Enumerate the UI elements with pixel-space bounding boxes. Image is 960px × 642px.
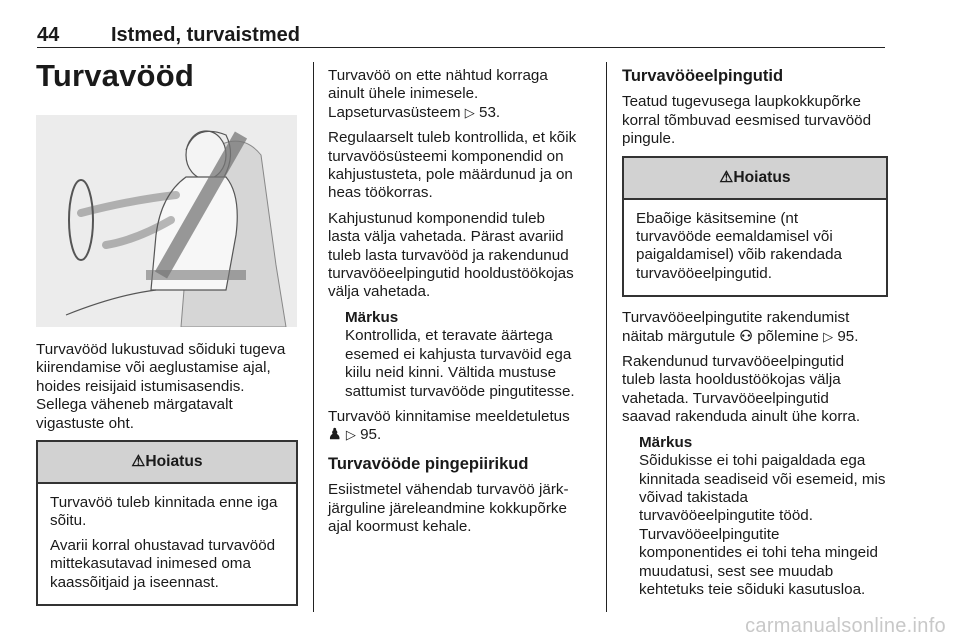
note-title: Märkus (639, 433, 693, 451)
paragraph: Kahjustunud komponendid tuleb lasta välja vahetada. Pärast avariid tuleb lasta turvavööd ja rakendunud turvavööeelpingutid hooldustöökojas välja vahetada. (328, 209, 574, 301)
reminder-text: Turvavöö kinnitamise meeldetuletus (328, 407, 570, 425)
subheading: Turvavööeelpingutid (622, 67, 784, 85)
warning-box (36, 440, 298, 606)
column-middle (328, 67, 600, 543)
seatbelt-illustration (36, 115, 297, 327)
column-divider (606, 62, 607, 612)
driver-seatbelt-drawing (36, 115, 297, 327)
paragraph: Esiistmetel vähendab turvavöö järk- järguline järeleandmine kokkupõrke ajal koormust kehale. (328, 481, 569, 535)
warning-header (38, 442, 296, 484)
warning-body (38, 484, 296, 604)
page-header (37, 9, 885, 48)
watermark: carmanualsonline.info (745, 615, 946, 637)
column-right (622, 67, 888, 606)
page-title: Turvavööd (36, 58, 194, 93)
note-block (622, 434, 888, 600)
warning-body (624, 200, 886, 296)
column-left (36, 341, 298, 606)
paragraph: Regulaarselt tuleb kontrollida, et kõik turvavöösüsteemi komponendid on kahjustusteta, pole määrdunud ja on heas töökorras. (328, 129, 577, 202)
note-body: Kontrollida, et teravate äärtega esemed ei kahjusta turvavöid ega kiilu neid kinni. Vältida mustuse sattumist turvavööde pingutitesse. (345, 327, 575, 400)
section-title: Istmed, turvaistmed (111, 24, 300, 46)
paragraph: Turvavöö on ette nähtud korraga ainult ühele inimesele. (328, 67, 548, 103)
paragraph: Teatud tugevusega laupkokkupõrke korral tõmbuvad eesmised turvavööd pingule. (622, 93, 872, 148)
pretensioner-text-2: põlemine (757, 327, 819, 345)
warning-title: Hoiatus (733, 168, 791, 186)
page-ref-arrow-icon: ▷ (823, 328, 834, 344)
page-ref-arrow-icon: ▷ (464, 104, 475, 120)
column-divider (313, 62, 314, 612)
ref-page: 95. (837, 327, 859, 345)
warning-title: Hoiatus (145, 453, 203, 471)
note-body: Sõidukisse ei tohi paigaldada ega kinnitada seadiseid või esemeid, mis võivad takistada turvavööeelpingutite tööd. Turvavööeelpingutite komponentides ei tohi teha mingeid muudatusi, sest see muudab kehtetuks teie sõiduki kasutusloa. (639, 452, 886, 598)
note-title: Märkus (345, 308, 399, 326)
warning-triangle-icon: ⚠ (131, 453, 146, 471)
page-number: 44 (37, 24, 60, 46)
ref-text: Lapseturvasüsteem (328, 103, 461, 121)
pretensioner-text: Turvavööeelpingutite rakendumist näitab märgutule (622, 309, 850, 345)
warning-header (624, 158, 886, 200)
note-block (328, 309, 600, 401)
airbag-warning-icon: ⚇ (739, 327, 753, 345)
seatbelt-reminder-icon: ♟ (328, 426, 342, 444)
cross-reference (328, 104, 600, 122)
warning-triangle-icon: ⚠ (719, 168, 734, 186)
warning-text: Turvavöö tuleb kinnitada enne iga sõitu. (50, 494, 278, 530)
paragraph (328, 408, 600, 445)
ref-page: 53. (479, 103, 501, 121)
warning-text: Ebaõige käsitsemine (nt turvavööde eemaldamisel või paigaldamisel) võib rakendada turvavööeelpingutid. (636, 209, 843, 282)
intro-paragraph: Turvavööd lukustuvad sõiduki tugeva kiirendamise või aeglustamise ajal, hoides reisijaid istumisasendis. Sellega väheneb märgatavalt vigastuste oht. (36, 341, 286, 432)
ref-page: 95. (360, 426, 382, 444)
subheading: Turvavööde pingepiirikud (328, 454, 529, 473)
paragraph (622, 309, 888, 346)
paragraph: Rakendunud turvavööeelpingutid tuleb lasta hooldustöökojas välja vahetada. Turvavööeelpingutid saavad rakenduda ainult ühe korra. (622, 353, 861, 426)
warning-text: Avarii korral ohustavad turvavööd mittekasutavad inimesed oma kaassõitjaid ja iseennast. (50, 536, 276, 591)
page-ref-arrow-icon: ▷ (345, 427, 356, 443)
warning-box (622, 156, 888, 298)
